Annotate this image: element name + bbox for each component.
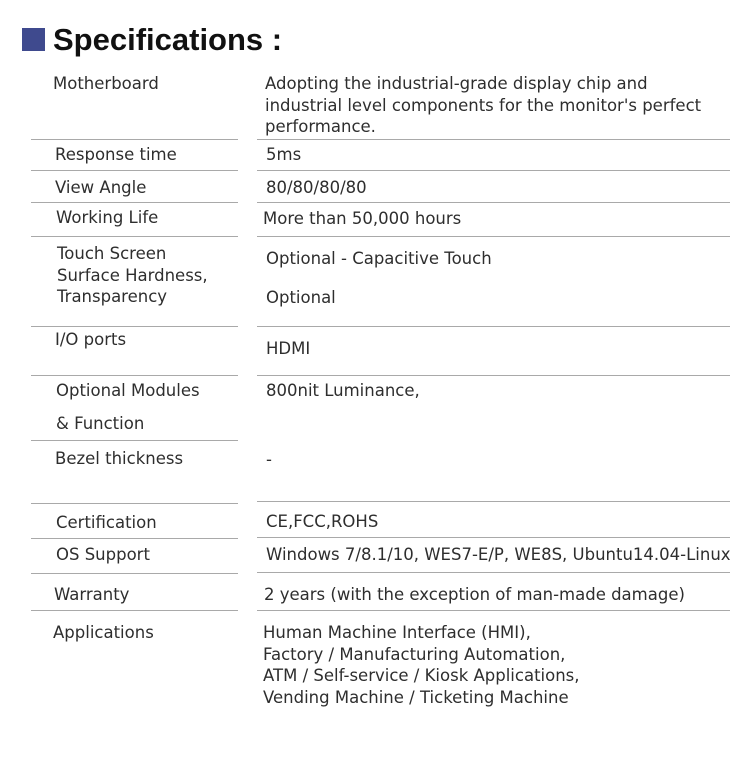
row-divider — [31, 375, 238, 376]
spec-value-working-life: More than 50,000 hours — [263, 209, 462, 228]
spec-label-response-time: Response time — [55, 145, 177, 164]
row-divider — [257, 610, 730, 611]
row-divider — [31, 236, 238, 237]
row-divider — [31, 503, 238, 504]
row-divider — [257, 537, 730, 538]
spec-label-view-angle: View Angle — [55, 178, 147, 197]
row-divider — [257, 375, 730, 376]
row-divider — [31, 170, 238, 171]
row-divider — [257, 202, 730, 203]
spec-value-touch-screen: Optional - Capacitive Touch Optional — [266, 249, 492, 307]
spec-value-bezel-thickness: - — [266, 450, 272, 469]
row-divider — [257, 170, 730, 171]
spec-value-view-angle: 80/80/80/80 — [266, 178, 367, 197]
spec-value-optional-modules: 800nit Luminance, — [266, 381, 420, 400]
row-divider — [257, 501, 730, 502]
spec-value-response-time: 5ms — [266, 145, 302, 164]
page-title: Specifications : — [53, 22, 283, 57]
spec-label-applications: Applications — [53, 623, 154, 642]
row-divider — [31, 440, 238, 441]
spec-value-applications: Human Machine Interface (HMI), Factory / Manufacturing Automation, ATM / Self-service / Kiosk Applications, Vending Machine / Ticketing Machine — [263, 623, 580, 707]
spec-value-warranty: 2 years (with the exception of man-made damage) — [264, 585, 685, 604]
spec-label-io-ports: I/O ports — [55, 330, 127, 349]
row-divider — [31, 202, 238, 203]
spec-value-motherboard: Adopting the industrial-grade display chip and industrial level components for the monitor's perfect performance. — [265, 74, 702, 136]
spec-label-bezel-thickness: Bezel thickness — [55, 449, 184, 468]
row-divider — [31, 139, 238, 140]
spec-value-certification: CE,FCC,ROHS — [266, 512, 379, 531]
row-divider — [257, 236, 730, 237]
spec-label-certification: Certification — [56, 513, 157, 532]
spec-value-io-ports: HDMI — [266, 339, 311, 358]
row-divider — [257, 572, 730, 573]
row-divider — [31, 573, 238, 574]
row-divider — [257, 139, 730, 140]
spec-label-os-support: OS Support — [56, 545, 150, 564]
spec-label-optional-modules: Optional Modules & Function — [56, 381, 200, 433]
row-divider — [31, 538, 238, 539]
spec-label-warranty: Warranty — [54, 585, 130, 604]
row-divider — [31, 326, 238, 327]
spec-value-os-support: Windows 7/8.1/10, WES7-E/P, WE8S, Ubuntu14.04-Linux — [266, 545, 731, 564]
spec-label-motherboard: Motherboard — [53, 74, 159, 93]
spec-label-working-life: Working Life — [56, 208, 159, 227]
row-divider — [31, 610, 238, 611]
row-divider — [257, 326, 730, 327]
spec-label-touch-screen: Touch Screen Surface Hardness, Transparency — [57, 244, 208, 306]
